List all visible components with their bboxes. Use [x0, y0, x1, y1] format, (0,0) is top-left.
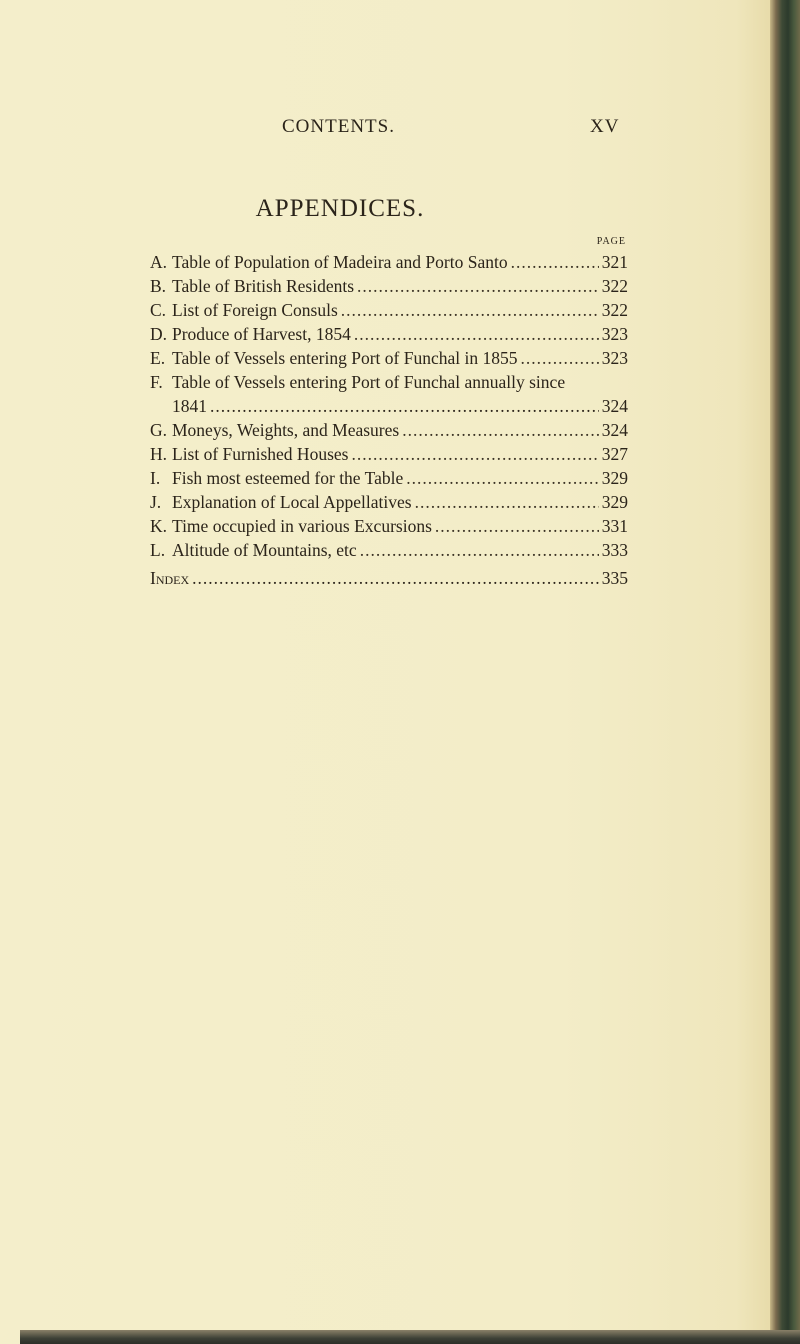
- dot-leader: [511, 252, 599, 273]
- entry-letter: H.: [150, 444, 168, 464]
- running-head-title: CONTENTS.: [282, 116, 395, 137]
- index-page: 335: [601, 568, 628, 588]
- entry-title: List of Furnished Houses: [172, 444, 349, 464]
- dot-leader: [192, 568, 599, 589]
- toc-entry-b: [150, 276, 628, 300]
- toc-entry-d: [150, 324, 628, 348]
- entry-letter: L.: [150, 540, 166, 560]
- entry-page: 331: [601, 516, 628, 536]
- entry-title: Table of Vessels entering Port of Funchal in 1855: [172, 348, 518, 368]
- entry-title: Altitude of Mountains, etc: [172, 540, 357, 560]
- entry-page: 329: [601, 492, 628, 512]
- entry-letter: K.: [150, 516, 168, 536]
- entry-title: Explanation of Local Appellatives: [172, 492, 412, 512]
- entry-title: List of Foreign Consuls: [172, 300, 338, 320]
- dot-leader: [357, 276, 599, 297]
- toc-entry-k: [150, 516, 628, 540]
- dot-leader: [354, 324, 599, 345]
- entry-letter: G.: [150, 420, 168, 440]
- toc-entry-g: [150, 420, 628, 444]
- entry-title: Time occupied in various Excursions: [172, 516, 432, 536]
- entry-letter: J.: [150, 492, 162, 512]
- running-head: [0, 116, 800, 138]
- toc-entry-l: [150, 540, 628, 564]
- entry-title: Fish most esteemed for the Table: [172, 468, 404, 488]
- entry-page: 322: [601, 276, 628, 296]
- dot-leader: [435, 516, 599, 537]
- entry-letter: F.: [150, 372, 163, 392]
- entry-letter: D.: [150, 324, 168, 344]
- dot-leader: [406, 468, 598, 489]
- toc-entry-e: [150, 348, 628, 372]
- entry-title: Produce of Harvest, 1854: [172, 324, 351, 344]
- dot-leader: [341, 300, 599, 321]
- running-head-page-number: XV: [590, 116, 620, 137]
- section-heading: APPENDICES.: [255, 195, 425, 222]
- entry-title: 1841: [172, 396, 207, 416]
- book-binding-edge: [770, 0, 800, 1344]
- toc-entry-f-continuation: [172, 396, 628, 420]
- entry-letter: B.: [150, 276, 167, 296]
- entry-letter: C.: [150, 300, 167, 320]
- entry-page: 324: [601, 420, 628, 440]
- entry-title: Table of Vessels entering Port of Funchal annually since: [172, 372, 566, 392]
- dot-leader: [210, 396, 599, 417]
- toc-entry-h: [150, 444, 628, 468]
- entry-page: 327: [601, 444, 628, 464]
- entry-page: 324: [601, 396, 628, 416]
- toc-entry-c: [150, 300, 628, 324]
- entry-page: 323: [601, 324, 628, 344]
- entry-letter: E.: [150, 348, 166, 368]
- entry-title: Table of British Residents: [172, 276, 355, 296]
- dot-leader: [520, 348, 598, 369]
- entry-letter: A.: [150, 252, 168, 272]
- entry-title: Table of Population of Madeira and Porto Santo: [172, 252, 508, 272]
- toc-entry-a: [150, 252, 628, 276]
- entry-page: 323: [601, 348, 628, 368]
- page-column-label: PAGE: [596, 236, 626, 247]
- index-title: Index: [150, 568, 190, 588]
- entry-page: 333: [601, 540, 628, 560]
- dot-leader: [402, 420, 599, 441]
- entry-page: 321: [601, 252, 628, 272]
- toc-entry-i: [150, 468, 628, 492]
- toc-entry-j: [150, 492, 628, 516]
- dot-leader: [415, 492, 599, 513]
- book-bottom-edge: [20, 1330, 800, 1344]
- toc-entry-index: [150, 568, 628, 592]
- entry-page: 329: [601, 468, 628, 488]
- entry-letter: I.: [150, 468, 161, 488]
- toc-entry-f: [150, 372, 628, 396]
- entry-page: 322: [601, 300, 628, 320]
- dot-leader: [351, 444, 598, 465]
- entry-title: Moneys, Weights, and Measures: [172, 420, 400, 440]
- dot-leader: [360, 540, 599, 561]
